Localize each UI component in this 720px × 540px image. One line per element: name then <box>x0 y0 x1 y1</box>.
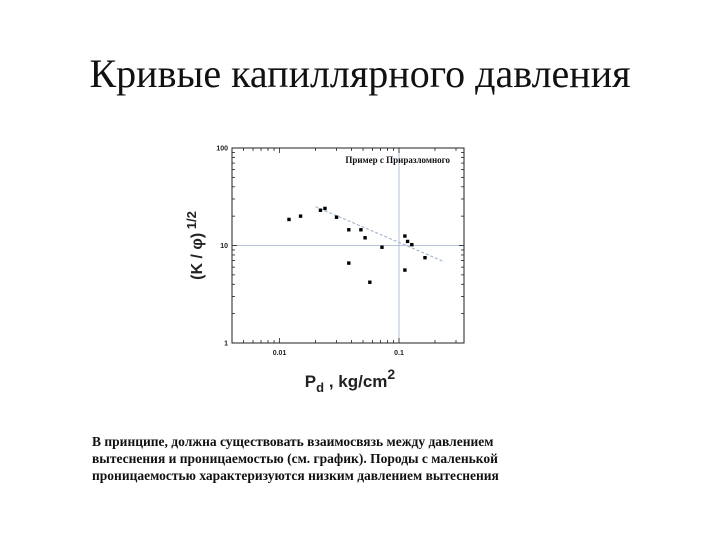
data-point <box>380 246 383 249</box>
body-line: В принципе, должна существовать взаимосвязь между давлением <box>92 434 494 449</box>
data-point <box>359 228 362 231</box>
data-point <box>323 207 326 210</box>
slide-title: Кривые капиллярного давления <box>89 51 631 96</box>
trendline <box>316 207 445 262</box>
data-point <box>423 256 426 259</box>
data-point <box>363 236 366 239</box>
y-tick-label: 100 <box>216 145 228 153</box>
chart-title: Пример с Приразломного <box>345 155 450 165</box>
data-point <box>403 234 406 237</box>
data-point <box>319 209 322 212</box>
body-line: вытеснения и проницаемостью (см. график). Породы с маленькой <box>92 451 498 466</box>
y-tick-label: 10 <box>220 243 228 250</box>
x-tick-label: 0.1 <box>394 350 404 357</box>
data-point <box>299 214 302 217</box>
x-tick-label: 0.01 <box>272 350 287 357</box>
data-point <box>410 243 413 246</box>
data-point <box>406 240 409 243</box>
capillary-pressure-chart <box>180 130 480 400</box>
body-text <box>92 433 692 484</box>
data-point <box>287 218 290 221</box>
data-point <box>368 281 371 284</box>
plot-area <box>184 146 464 396</box>
data-point <box>347 228 350 231</box>
data-point <box>403 268 406 271</box>
body-line: проницаемостью характеризуются низким давлением вытеснения <box>92 468 499 483</box>
data-point <box>347 261 350 264</box>
y-tick-label: 1 <box>224 340 228 348</box>
x-axis-label: $P_d$ , $kg/cm^2$ <box>304 366 396 395</box>
y-axis-label: (K / φ) $^{1/2}$ <box>184 211 206 280</box>
data-point <box>335 216 338 219</box>
